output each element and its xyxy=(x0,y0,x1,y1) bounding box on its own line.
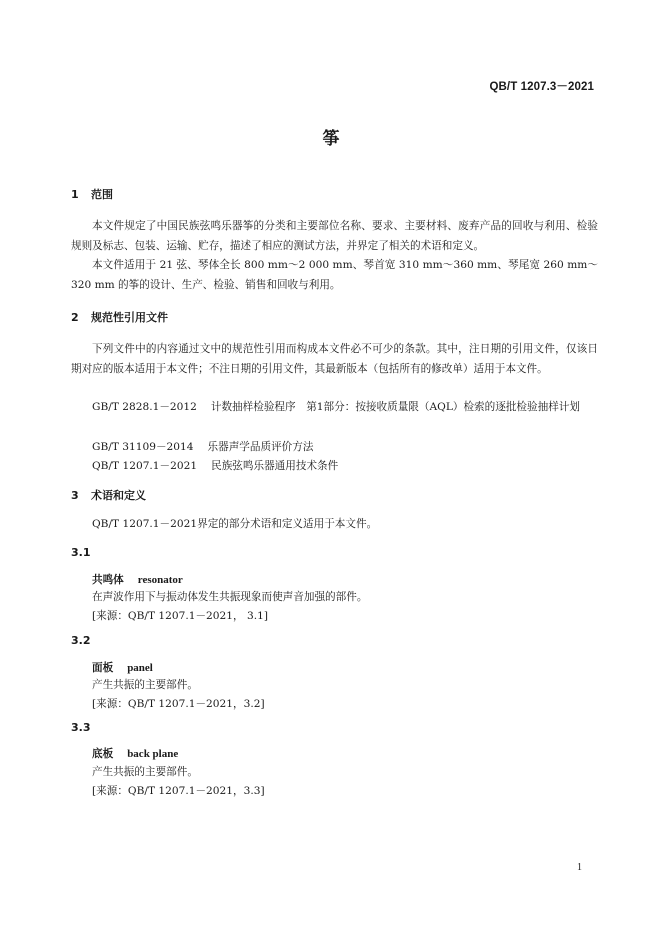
term-number: 3.2 xyxy=(71,634,91,647)
section-title: 术语和定义 xyxy=(91,489,146,502)
section-1-paragraph-2: 本文件适用于 21 弦、琴体全长 800 mm～2 000 mm、琴首宽 310 mm～360 mm、琴尾宽 260 mm～320 mm 的筝的设计、生产、检验、销售和回收与利用。 xyxy=(71,259,598,291)
section-number: 1 xyxy=(71,188,79,201)
section-3-paragraph-1: QB/T 1207.1－2021界定的部分术语和定义适用于本文件。 xyxy=(92,518,378,530)
reference-code: GB/T 31109－2014 xyxy=(92,441,194,453)
term-english: panel xyxy=(127,662,153,674)
reference-item xyxy=(92,456,598,476)
reference-title: 民族弦鸣乐器通用技术条件 xyxy=(211,460,339,472)
section-title: 规范性引用文件 xyxy=(91,311,168,324)
section-2-paragraph-1: 下列文件中的内容通过文中的规范性引用而构成本文件必不可少的条款。其中，注日期的引用文件，仅该日期对应的版本适用于本文件；不注日期的引用文件，其最新版本（包括所有的修改单）适用于本文件。 xyxy=(71,343,598,375)
section-2-heading xyxy=(71,309,168,325)
term-name xyxy=(92,660,153,675)
reference-code: QB/T 1207.1－2021 xyxy=(92,460,198,472)
document-title: 筝 xyxy=(322,129,340,149)
reference-item xyxy=(92,437,598,457)
term-english: resonator xyxy=(137,574,183,586)
reference-item xyxy=(71,397,598,417)
term-name xyxy=(92,746,178,761)
section-title: 范围 xyxy=(91,188,113,201)
reference-title: 乐器声学品质评价方法 xyxy=(207,441,314,453)
section-1-heading xyxy=(71,186,113,202)
term-number: 3.3 xyxy=(71,721,91,734)
term-chinese: 底板 xyxy=(92,748,114,760)
document-code: QB/T 1207.3－2021 xyxy=(489,81,594,93)
reference-title: 计数抽样检验程序 第1部分：按接收质量限（AQL）检索的逐批检验抽样计划 xyxy=(210,401,580,413)
term-english: back plane xyxy=(127,748,179,760)
term-source: [来源：QB/T 1207.1－2021， 3.1] xyxy=(92,610,268,622)
section-3-heading xyxy=(71,487,146,503)
section-number: 2 xyxy=(71,311,79,324)
term-source: [来源：QB/T 1207.1－2021，3.3] xyxy=(92,785,265,797)
term-chinese: 共鸣体 xyxy=(92,574,124,586)
section-number: 3 xyxy=(71,489,79,502)
term-definition: 产生共振的主要部件。 xyxy=(92,766,198,778)
page-number: 1 xyxy=(577,862,582,873)
section-1-paragraph-1: 本文件规定了中国民族弦鸣乐器筝的分类和主要部位名称、要求、主要材料、废弃产品的回收与利用、检验规则及标志、包装、运输、贮存，描述了相应的测试方法，并界定了相关的术语和定义。 xyxy=(71,220,598,252)
term-number: 3.1 xyxy=(71,546,91,559)
reference-code: GB/T 2828.1－2012 xyxy=(92,401,197,413)
term-name xyxy=(92,572,183,587)
term-definition: 产生共振的主要部件。 xyxy=(92,679,198,691)
term-chinese: 面板 xyxy=(92,662,114,674)
term-source: [来源：QB/T 1207.1－2021，3.2] xyxy=(92,698,265,710)
term-definition: 在声波作用下与振动体发生共振现象而使声音加强的部件。 xyxy=(92,591,368,603)
